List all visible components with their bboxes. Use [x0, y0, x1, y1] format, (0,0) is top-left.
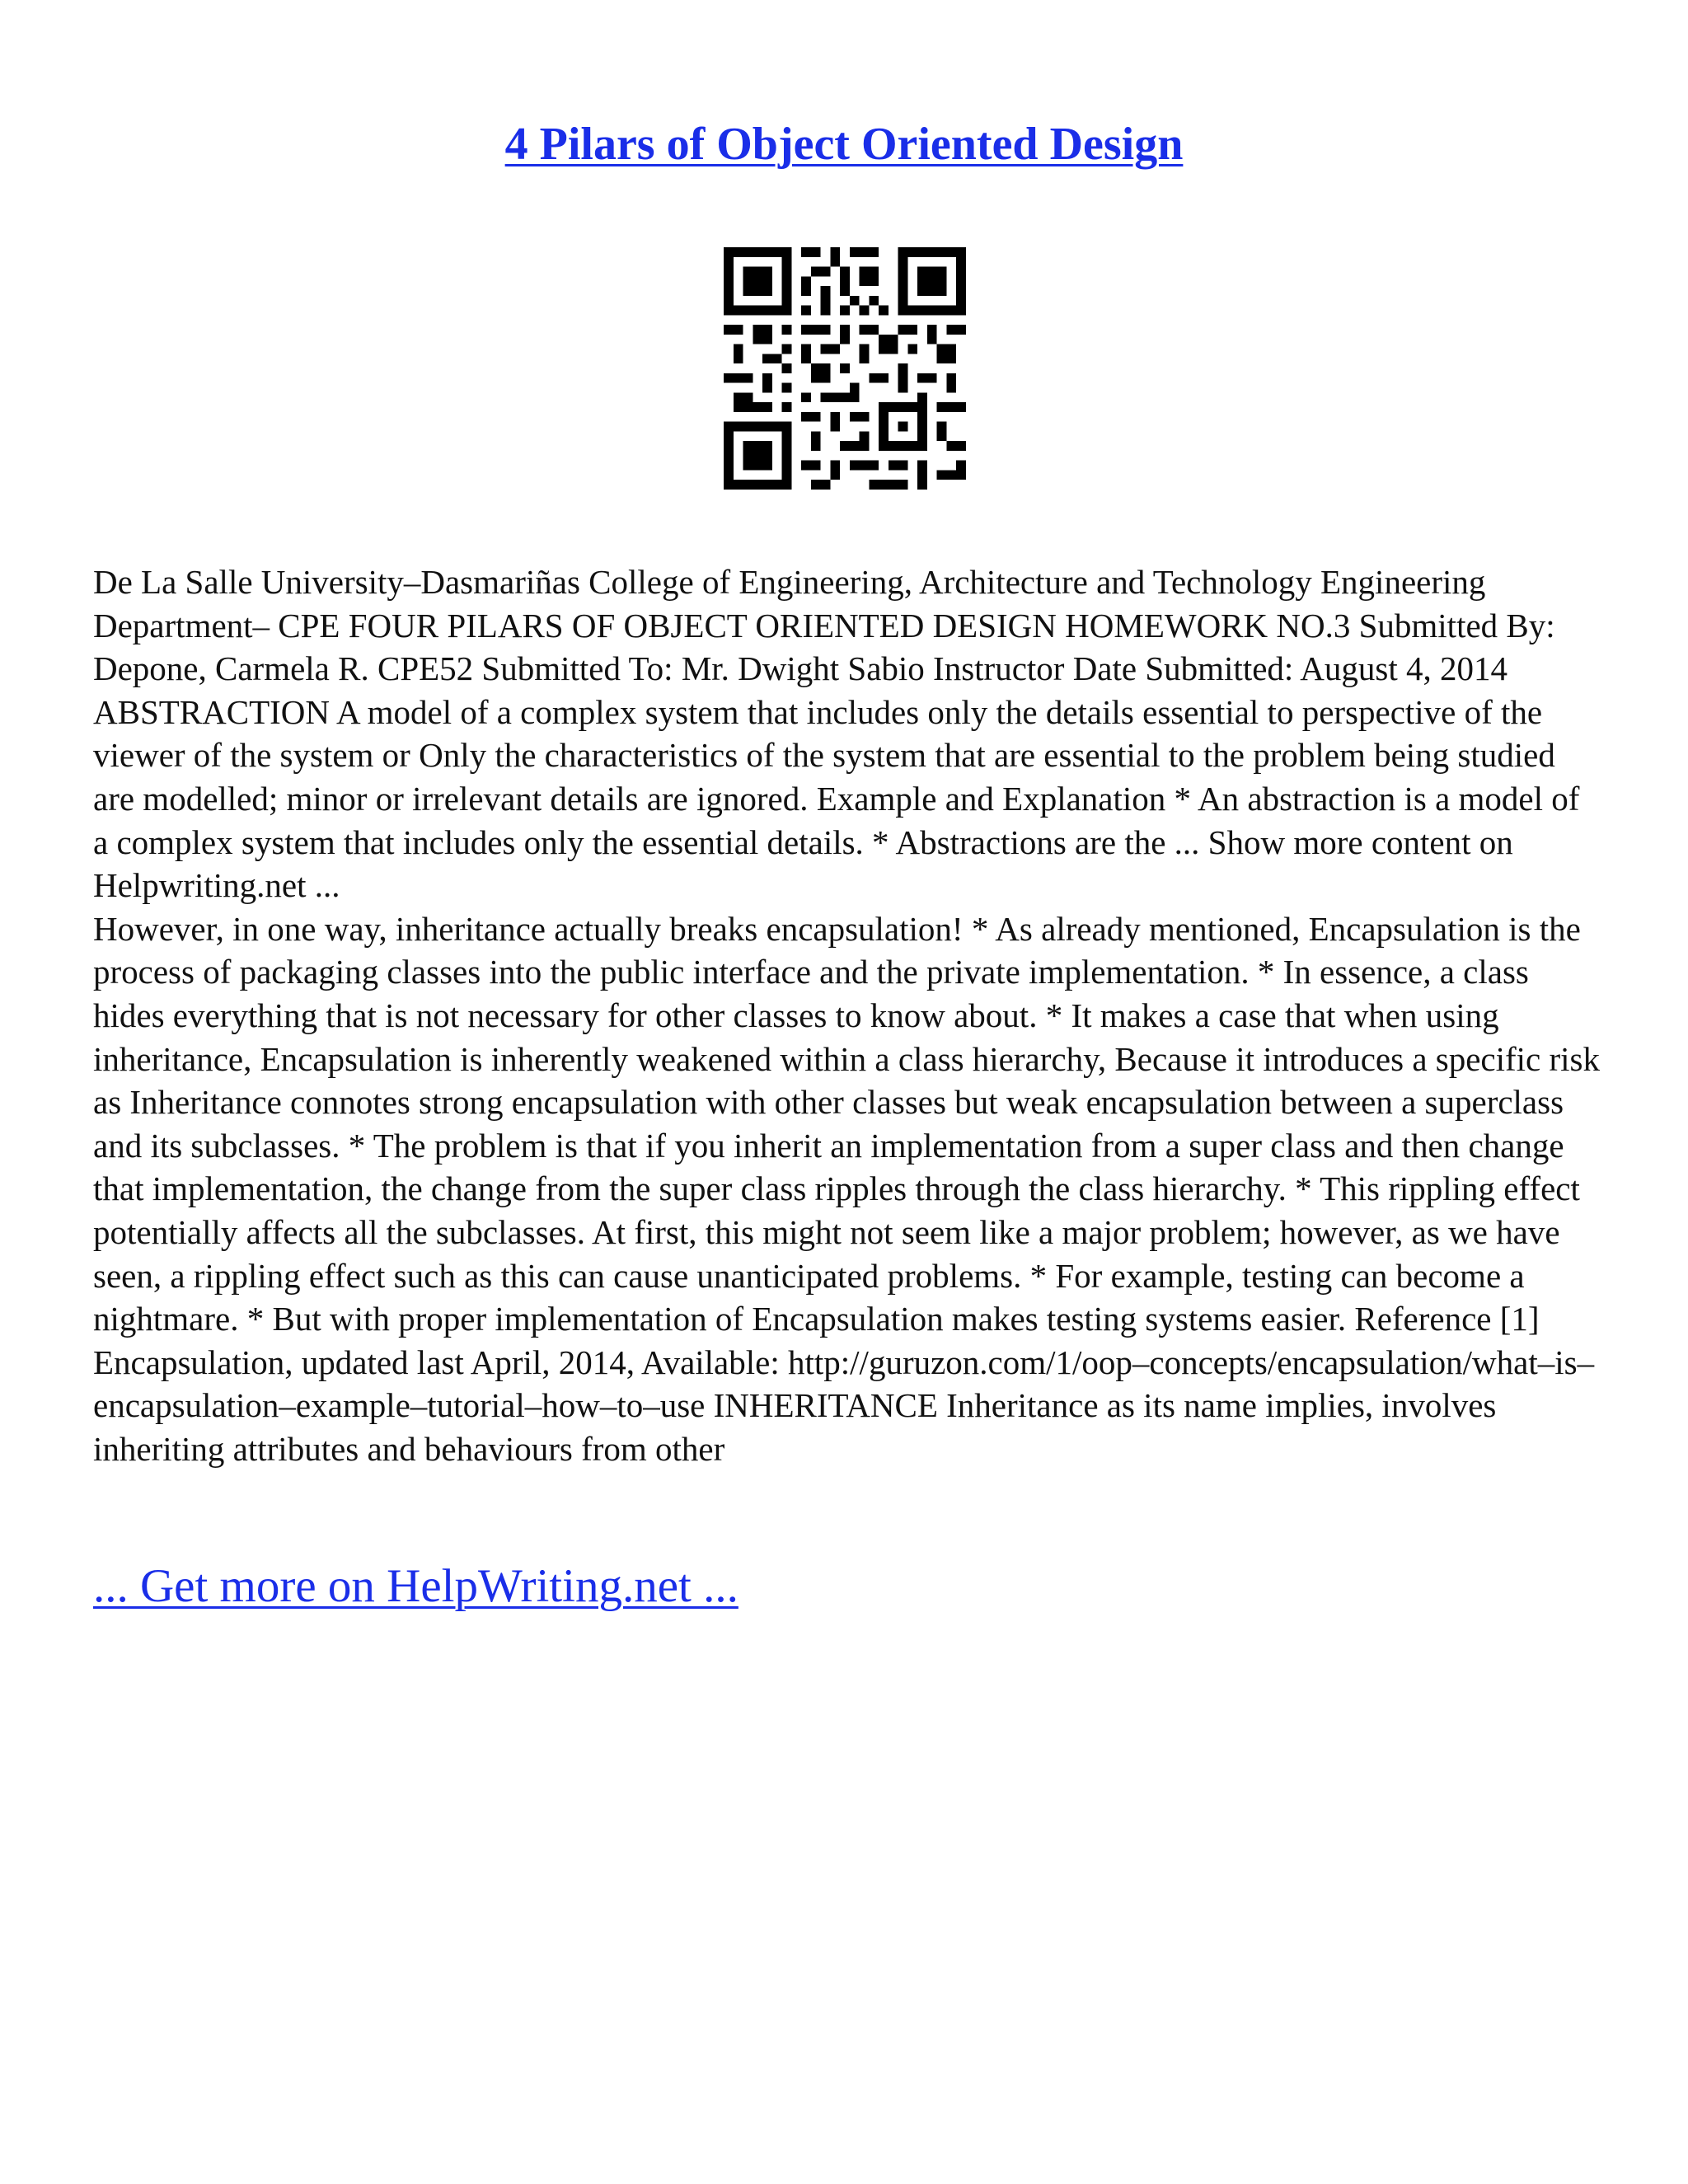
body-paragraph-2: However, in one way, inheritance actually breaks encapsulation! * As already mentioned, Encapsulation is the process of packaging classes into the public interface and the private implementation. * In essence, a class hides everything that is not necessary for other classes to know about. * It makes a case that when using inheritance, Encapsulation is inherently weakened within a class hierarchy, Because it introduces a specific risk as Inheritance connotes strong encapsulation with other classes but weak encapsulation between a superclass and its subclasses. * The problem is that if you inherit an implementation from a super class and then change that implementation, the change from the super class ripples through the class hierarchy. * This rippling effect potentially affects all the subclasses. At first, this might not seem like a major problem; however, as we have seen, a rippling effect such as this can cause unanticipated problems. * For example, testing can become a nightmare. * But with proper implementation of Encapsulation makes testing systems easier. Reference [1] Encapsulation, updated last April, 2014, Available: http://guruzon.com/1/oop–concepts/encapsulation/what–is–encapsulation–example–tutorial–how–to–use INHERITANCE Inheritance as its name implies, involves inheriting attributes and behaviours from other [93, 909, 1601, 1468]
title-link[interactable]: 4 Pilars of Object Oriented Design [504, 119, 1184, 170]
qr-code-icon [724, 247, 966, 490]
body-paragraph-1: De La Salle University–Dasmariñas College of Engineering, Architecture and Technology Engineering Department– CPE FOUR PILARS OF OBJECT ORIENTED DESIGN HOMEWORK NO.3 Submitted By: Depone, Carmela R. CPE52 Submitted To: Mr. Dwight Sabio Instructor Date Submitted: August 4, 2014 ABSTRACTION A model of a complex system that includes only the details essential to perspective of the viewer of the system or Only the characteristics of the system that are essential to the problem being studied are modelled; minor or irrelevant details are ignored. Example and Explanation * An abstraction is a model of a complex system that includes only the essential details. * Abstractions are the ... Show more content on Helpwriting.net ... [93, 563, 1580, 905]
get-more-link[interactable]: ... Get more on HelpWriting.net ... [93, 1560, 738, 1612]
document-body [93, 560, 1601, 1470]
document-title [0, 115, 1688, 173]
get-more-link-container [93, 1558, 738, 1615]
